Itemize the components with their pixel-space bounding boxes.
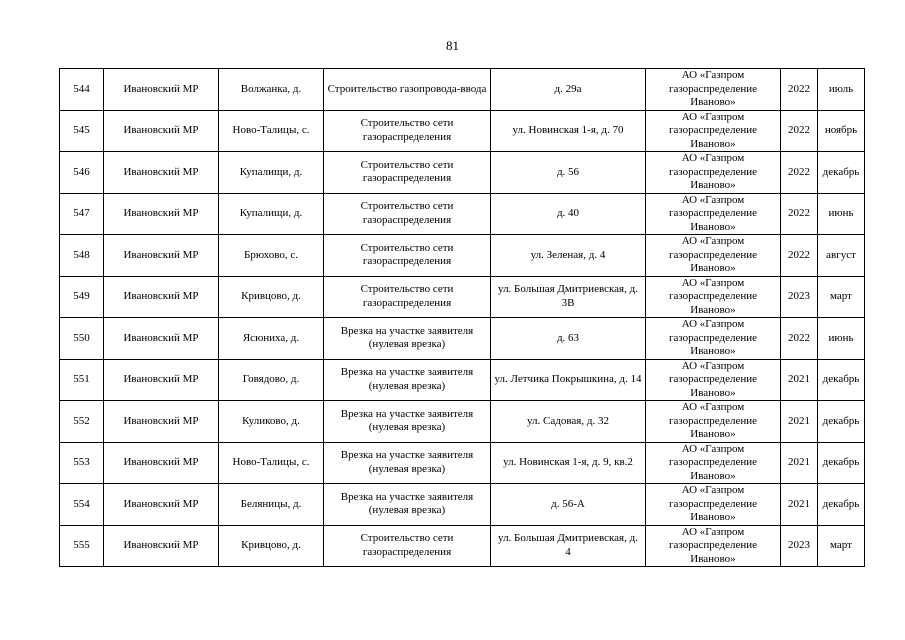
year-cell: 2022	[781, 193, 818, 235]
organization-cell: АО «Газпром газораспределение Иваново»	[646, 359, 781, 401]
table-row	[60, 318, 865, 360]
address-cell: ул. Большая Дмитриевская, д. 3В	[491, 276, 646, 318]
row-number-cell: 551	[60, 359, 104, 401]
row-number-cell: 550	[60, 318, 104, 360]
district-cell: Ивановский МР	[104, 484, 219, 526]
locality-cell: Купалищи, д.	[219, 152, 324, 194]
locality-cell: Ново-Талицы, с.	[219, 442, 324, 484]
organization-cell: АО «Газпром газораспределение Иваново»	[646, 193, 781, 235]
row-number-cell: 549	[60, 276, 104, 318]
locality-cell: Беляницы, д.	[219, 484, 324, 526]
row-number-cell: 553	[60, 442, 104, 484]
year-cell: 2023	[781, 525, 818, 567]
district-cell: Ивановский МР	[104, 359, 219, 401]
row-number-cell: 544	[60, 69, 104, 111]
work-type-cell: Строительство сети газораспределения	[324, 110, 491, 152]
row-number-cell: 552	[60, 401, 104, 443]
work-type-cell: Строительство сети газораспределения	[324, 525, 491, 567]
district-cell: Ивановский МР	[104, 193, 219, 235]
month-cell: декабрь	[818, 442, 865, 484]
table-row	[60, 401, 865, 443]
work-type-cell: Врезка на участке заявителя (нулевая врезка)	[324, 318, 491, 360]
work-type-cell: Врезка на участке заявителя (нулевая врезка)	[324, 442, 491, 484]
month-cell: август	[818, 235, 865, 277]
work-type-cell: Строительство сети газораспределения	[324, 152, 491, 194]
month-cell: декабрь	[818, 401, 865, 443]
month-cell: март	[818, 525, 865, 567]
address-cell: ул. Большая Дмитриевская, д. 4	[491, 525, 646, 567]
organization-cell: АО «Газпром газораспределение Иваново»	[646, 484, 781, 526]
district-cell: Ивановский МР	[104, 318, 219, 360]
organization-cell: АО «Газпром газораспределение Иваново»	[646, 235, 781, 277]
district-cell: Ивановский МР	[104, 401, 219, 443]
organization-cell: АО «Газпром газораспределение Иваново»	[646, 318, 781, 360]
month-cell: июнь	[818, 318, 865, 360]
locality-cell: Ясюниха, д.	[219, 318, 324, 360]
address-cell: д. 29а	[491, 69, 646, 111]
table-body	[60, 69, 865, 567]
year-cell: 2022	[781, 318, 818, 360]
district-cell: Ивановский МР	[104, 110, 219, 152]
address-cell: д. 56-А	[491, 484, 646, 526]
row-number-cell: 545	[60, 110, 104, 152]
organization-cell: АО «Газпром газораспределение Иваново»	[646, 525, 781, 567]
month-cell: ноябрь	[818, 110, 865, 152]
address-cell: ул. Зеленая, д. 4	[491, 235, 646, 277]
row-number-cell: 547	[60, 193, 104, 235]
row-number-cell: 546	[60, 152, 104, 194]
year-cell: 2021	[781, 484, 818, 526]
year-cell: 2022	[781, 152, 818, 194]
organization-cell: АО «Газпром газораспределение Иваново»	[646, 276, 781, 318]
organization-cell: АО «Газпром газораспределение Иваново»	[646, 110, 781, 152]
work-type-cell: Строительство сети газораспределения	[324, 193, 491, 235]
year-cell: 2021	[781, 401, 818, 443]
month-cell: июль	[818, 69, 865, 111]
table-row	[60, 359, 865, 401]
locality-cell: Волжанка, д.	[219, 69, 324, 111]
month-cell: июнь	[818, 193, 865, 235]
organization-cell: АО «Газпром газораспределение Иваново»	[646, 152, 781, 194]
year-cell: 2022	[781, 69, 818, 111]
work-type-cell: Строительство сети газораспределения	[324, 235, 491, 277]
address-cell: д. 40	[491, 193, 646, 235]
month-cell: декабрь	[818, 484, 865, 526]
row-number-cell: 548	[60, 235, 104, 277]
locality-cell: Ново-Талицы, с.	[219, 110, 324, 152]
month-cell: декабрь	[818, 152, 865, 194]
table-row	[60, 69, 865, 111]
locality-cell: Кривцово, д.	[219, 276, 324, 318]
year-cell: 2023	[781, 276, 818, 318]
address-cell: д. 56	[491, 152, 646, 194]
locality-cell: Купалищи, д.	[219, 193, 324, 235]
table-row	[60, 193, 865, 235]
page-number: 81	[446, 38, 459, 53]
district-cell: Ивановский МР	[104, 276, 219, 318]
organization-cell: АО «Газпром газораспределение Иваново»	[646, 69, 781, 111]
row-number-cell: 554	[60, 484, 104, 526]
locality-cell: Брюхово, с.	[219, 235, 324, 277]
locality-cell: Кривцово, д.	[219, 525, 324, 567]
year-cell: 2022	[781, 110, 818, 152]
table-row	[60, 484, 865, 526]
table-row	[60, 525, 865, 567]
table-row	[60, 442, 865, 484]
locality-cell: Куликово, д.	[219, 401, 324, 443]
work-type-cell: Врезка на участке заявителя (нулевая врезка)	[324, 484, 491, 526]
month-cell: март	[818, 276, 865, 318]
address-cell: ул. Садовая, д. 32	[491, 401, 646, 443]
district-cell: Ивановский МР	[104, 152, 219, 194]
work-type-cell: Строительство газопровода-ввода	[324, 69, 491, 111]
district-cell: Ивановский МР	[104, 235, 219, 277]
district-cell: Ивановский МР	[104, 525, 219, 567]
table-row	[60, 276, 865, 318]
year-cell: 2021	[781, 442, 818, 484]
organization-cell: АО «Газпром газораспределение Иваново»	[646, 401, 781, 443]
table-row	[60, 235, 865, 277]
address-cell: ул. Новинская 1-я, д. 70	[491, 110, 646, 152]
table-row	[60, 110, 865, 152]
month-cell: декабрь	[818, 359, 865, 401]
address-cell: ул. Летчика Покрышкина, д. 14	[491, 359, 646, 401]
table-row	[60, 152, 865, 194]
work-type-cell: Врезка на участке заявителя (нулевая врезка)	[324, 401, 491, 443]
row-number-cell: 555	[60, 525, 104, 567]
district-cell: Ивановский МР	[104, 69, 219, 111]
work-type-cell: Строительство сети газораспределения	[324, 276, 491, 318]
address-cell: д. 63	[491, 318, 646, 360]
gasification-table	[59, 68, 865, 567]
locality-cell: Говядово, д.	[219, 359, 324, 401]
organization-cell: АО «Газпром газораспределение Иваново»	[646, 442, 781, 484]
district-cell: Ивановский МР	[104, 442, 219, 484]
work-type-cell: Врезка на участке заявителя (нулевая врезка)	[324, 359, 491, 401]
year-cell: 2021	[781, 359, 818, 401]
year-cell: 2022	[781, 235, 818, 277]
address-cell: ул. Новинская 1-я, д. 9, кв.2	[491, 442, 646, 484]
